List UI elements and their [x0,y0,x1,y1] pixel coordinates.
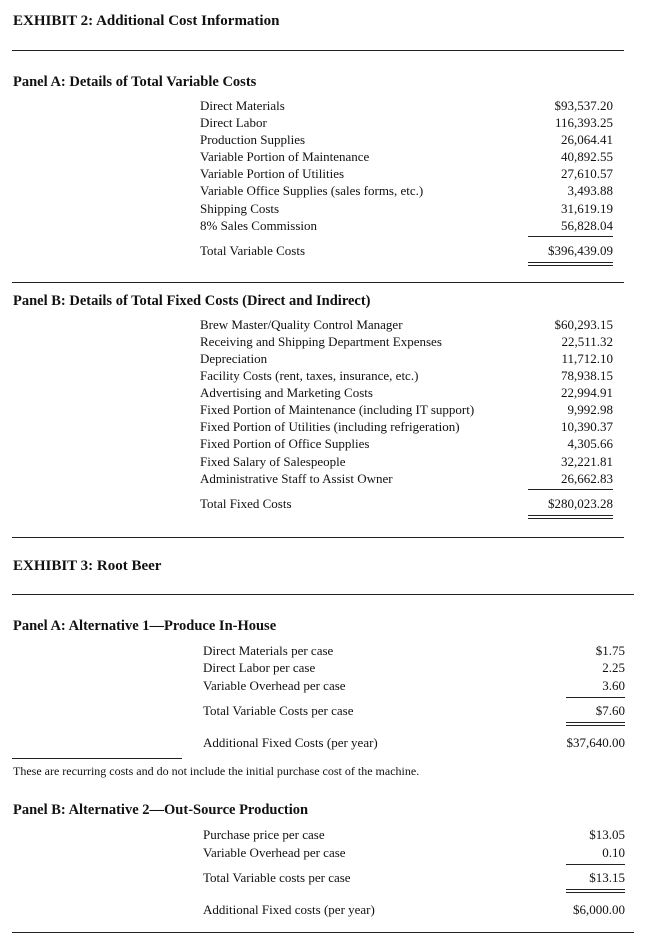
fixed-cost-value: $6,000.00 [573,902,625,917]
total-label: Total Variable costs per case [203,870,351,885]
list-item-value: $60,293.15 [554,317,613,332]
list-item-value: $13.05 [589,827,625,842]
fixed-cost-label: Additional Fixed costs (per year) [203,902,375,917]
list-item-label: Direct Labor per case [203,660,316,675]
total-label: Total Variable Costs [200,243,306,258]
exhibit3-title: EXHIBIT 3: Root Beer [13,558,162,574]
list-item-label: Facility Costs (rent, taxes, insurance, etc.) [200,368,419,383]
total-double-rule [528,262,613,266]
list-item-value: 116,393.25 [554,115,613,130]
list-item-label: Direct Materials per case [203,643,334,658]
list-item-value: 9,992.98 [567,402,613,417]
list-item-value: $93,537.20 [554,98,613,113]
exhibit2-panel-b-title: Panel B: Details of Total Fixed Costs (Direct and Indirect) [13,293,371,309]
list-item-label: Production Supplies [200,132,306,147]
list-item-value: 26,662.83 [561,471,613,486]
total-value: $396,439.09 [548,243,613,258]
list-item-label: Advertising and Marketing Costs [200,385,373,400]
total-value: $280,023.28 [548,496,613,511]
exhibit2-top-rule [12,50,624,51]
list-item-label: 8% Sales Commission [200,218,318,233]
list-item-label: Variable Office Supplies (sales forms, etc.) [200,183,424,198]
total-double-rule [566,889,625,893]
list-item-label: Variable Portion of Maintenance [200,149,370,164]
fixed-cost-label: Additional Fixed Costs (per year) [203,735,378,750]
list-item-value: 32,221.81 [561,454,613,469]
list-item-label: Shipping Costs [200,201,280,216]
total-label: Total Variable Costs per case [203,703,354,718]
list-item-value: 56,828.04 [561,218,613,233]
list-item-value: 4,305.66 [567,436,613,451]
list-item-label: Fixed Portion of Maintenance (including IT support) [200,402,475,417]
list-item-label: Direct Labor [200,115,267,130]
total-double-rule [566,722,625,726]
list-item-value: 0.10 [602,845,625,860]
footnote-rule [12,758,182,759]
list-item-value: 2.25 [602,660,625,675]
list-item-value: $1.75 [595,643,625,658]
list-item-value: 78,938.15 [561,368,613,383]
list-item-value: 27,610.57 [561,166,613,181]
panel-divider-rule [12,282,624,283]
list-item-value: 26,064.41 [561,132,613,147]
list-item-label: Fixed Portion of Utilities (including refrigeration) [200,419,460,434]
list-item-value: 22,511.32 [561,334,613,349]
subtotal-rule [528,489,613,490]
list-item-label: Variable Overhead per case [203,678,346,693]
total-value: $13.15 [589,870,625,885]
total-label: Total Fixed Costs [200,496,292,511]
exhibit2-bottom-rule [12,537,624,538]
list-item-label: Direct Materials [200,98,285,113]
subtotal-rule [566,697,625,698]
list-item-label: Receiving and Shipping Department Expenses [200,334,442,349]
list-item-label: Administrative Staff to Assist Owner [200,471,393,486]
exhibit3-panel-a-title: Panel A: Alternative 1—Produce In-House [13,618,277,634]
list-item-value: 40,892.55 [561,149,613,164]
exhibit2-title: EXHIBIT 2: Additional Cost Information [13,13,280,29]
exhibit3-bottom-rule [12,932,634,933]
list-item-value: 3.60 [602,678,625,693]
list-item-label: Depreciation [200,351,268,366]
exhibit3-top-rule [12,594,634,595]
list-item-value: 22,994.91 [561,385,613,400]
list-item-label: Fixed Salary of Salespeople [200,454,346,469]
list-item-value: 10,390.37 [561,419,613,434]
total-double-rule [528,515,613,519]
exhibit2-panel-a-title: Panel A: Details of Total Variable Costs [13,74,257,90]
list-item-label: Brew Master/Quality Control Manager [200,317,403,332]
list-item-label: Fixed Portion of Office Supplies [200,436,370,451]
list-item-value: 3,493.88 [567,183,613,198]
exhibit3-panel-b-title: Panel B: Alternative 2—Out-Source Production [13,802,309,818]
list-item-label: Variable Portion of Utilities [200,166,345,181]
total-value: $7.60 [595,703,625,718]
list-item-label: Purchase price per case [203,827,325,842]
list-item-value: 31,619.19 [561,201,613,216]
footnote: These are recurring costs and do not include the initial purchase cost of the machine. [13,764,420,778]
fixed-cost-value: $37,640.00 [566,735,625,750]
subtotal-rule [528,236,613,237]
subtotal-rule [566,864,625,865]
list-item-label: Variable Overhead per case [203,845,346,860]
list-item-value: 11,712.10 [561,351,613,366]
